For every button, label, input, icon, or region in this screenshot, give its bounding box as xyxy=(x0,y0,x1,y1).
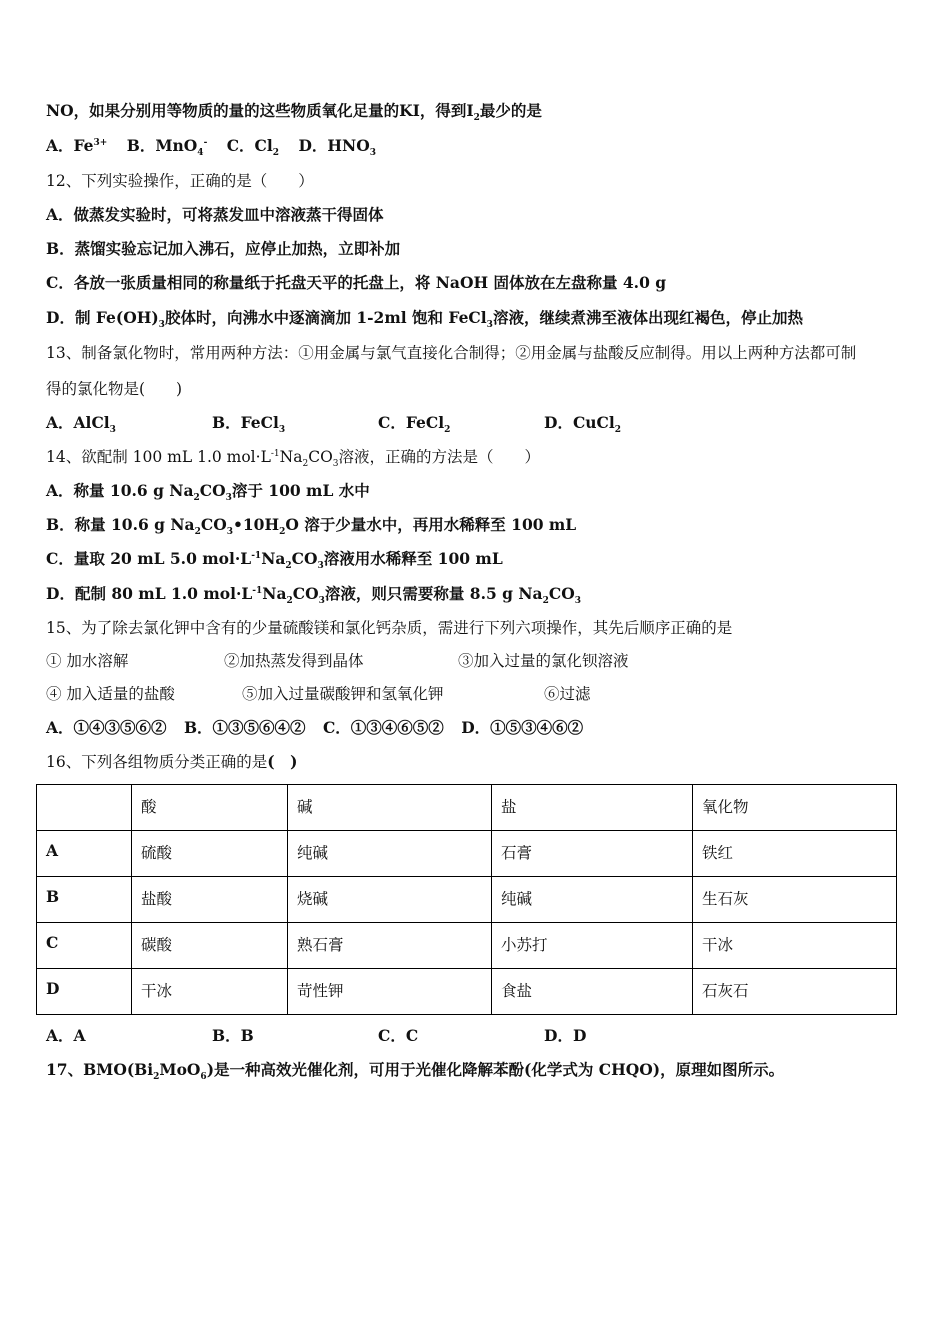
q14-option-d-sub3: 2 xyxy=(542,596,549,607)
q15-step-2: ②加热蒸发得到晶体 xyxy=(224,652,364,670)
q16-option-a: A．A xyxy=(46,1026,86,1045)
q14-option-d-text-3: CO xyxy=(292,584,319,603)
table-header-cell xyxy=(37,785,132,831)
table-row xyxy=(37,831,897,877)
q13-option-b-sub: 3 xyxy=(278,425,286,436)
q14-option-b-text: B．称量 10.6 g Na xyxy=(46,515,195,534)
table-row-label: C xyxy=(37,923,132,969)
table-cell: 碳酸 xyxy=(132,923,288,969)
q17-stem-text: 17、BMO(Bi xyxy=(46,1060,154,1079)
table-cell: 石膏 xyxy=(492,831,693,877)
q11-option-d-sub: 3 xyxy=(369,148,376,159)
q14-stem-text: 14、欲配制 100 mL 1.0 mol·L xyxy=(46,448,271,466)
q17-stem-text-3: )是一种高效光催化剂，可用于光催化降解苯酚(化学式为 CHQO)，原理如图所示。 xyxy=(206,1060,785,1079)
q14-option-b xyxy=(46,515,577,538)
q14-option-d-sub4: 3 xyxy=(574,596,581,607)
table-cell: 烧碱 xyxy=(288,877,492,923)
table-cell: 熟石膏 xyxy=(288,923,492,969)
q12-option-d-text-2: 胶体时，向沸水中逐滴滴加 1-2ml 饱和 FeCl xyxy=(164,308,487,327)
q16-stem-text: 16、下列各组物质分类正确的是 xyxy=(46,753,268,771)
q11-option-b-text: B．MnO xyxy=(126,136,198,155)
q11-option-b xyxy=(126,136,208,159)
q13-option-a xyxy=(46,413,212,436)
table-cell: 纯碱 xyxy=(492,877,693,923)
table-header-cell: 酸 xyxy=(132,785,288,831)
q11-option-d-text: D．HNO xyxy=(298,136,370,155)
table-row xyxy=(37,969,897,1015)
q14-option-a-sub1: 2 xyxy=(193,493,200,504)
q12-option-b: B．蒸馏实验忘记加入沸石，应停止加热，立即补加 xyxy=(46,239,401,258)
q11-option-b-sup: - xyxy=(203,137,208,148)
q13-options xyxy=(46,413,622,436)
q17-stem-sub1: 2 xyxy=(153,1072,160,1083)
q11-option-c-sub: 2 xyxy=(272,148,280,159)
q14-option-d-text: D．配制 80 mL 1.0 mol·L xyxy=(46,584,253,603)
q13-stem-line1: 13、制备氯化物时，常用两种方法：①用金属与氯气直接化合制得；②用金属与盐酸反应制得。用以上两种方法都可制 xyxy=(46,344,857,362)
q13-option-a-text: A．AlCl xyxy=(46,413,110,432)
q12-option-d-text-3: 溶液，继续煮沸至液体出现红褐色，停止加热 xyxy=(492,308,803,327)
q14-option-a xyxy=(46,481,370,504)
q13-option-c-sub: 2 xyxy=(444,425,451,436)
q11-option-c-text: C．Cl xyxy=(226,136,273,155)
q15-option-d: D．①⑤③④⑥② xyxy=(461,718,584,737)
q16-option-b: B．B xyxy=(212,1026,254,1045)
q14-option-a-text-2: CO xyxy=(199,481,226,500)
q13-option-b xyxy=(212,413,378,436)
q14-option-c-sub2: 3 xyxy=(317,561,324,572)
q14-option-b-text-3: •10H xyxy=(232,515,280,534)
table-row-label: D xyxy=(37,969,132,1015)
q16-option-c: C．C xyxy=(378,1026,419,1045)
table-cell: 纯碱 xyxy=(288,831,492,877)
table-row-label: A xyxy=(37,831,132,877)
q12-option-d-sub2: 3 xyxy=(486,320,493,331)
q13-option-d-sub: 2 xyxy=(614,425,622,436)
q15-option-b: B．①③⑤⑥④② xyxy=(183,718,306,737)
q15-step-5: ⑤加入过量碳酸钾和氢氧化钾 xyxy=(242,685,444,703)
q11-stem-text-2: 最少的是 xyxy=(479,101,542,120)
q14-option-d-sub1: 2 xyxy=(286,596,293,607)
q11-stem-text: NO，如果分别用等物质的量的这些物质氧化足量的KI，得到I xyxy=(46,101,474,120)
q14-stem xyxy=(46,447,541,470)
q16-stem-paren: ( ) xyxy=(267,752,298,771)
table-cell: 盐酸 xyxy=(132,877,288,923)
q13-option-c-text: C．FeCl xyxy=(378,413,445,432)
q14-option-a-text-3: 溶于 100 mL 水中 xyxy=(231,481,370,500)
table-cell: 食盐 xyxy=(492,969,693,1015)
q13-option-c xyxy=(378,413,544,436)
q13-option-d xyxy=(544,413,622,436)
q15-step-6: ⑥过滤 xyxy=(544,685,591,703)
table-cell: 生石灰 xyxy=(693,877,897,923)
q15-stem: 15、为了除去氯化钾中含有的少量硫酸镁和氯化钙杂质，需进行下列六项操作，其先后顺序正确的是 xyxy=(46,619,733,637)
q12-option-d-sub1: 3 xyxy=(158,320,165,331)
q14-option-d-sub2: 3 xyxy=(318,596,325,607)
table-row-label: B xyxy=(37,877,132,923)
q14-option-b-text-2: CO xyxy=(200,515,227,534)
q11-option-a-sup: 3+ xyxy=(93,137,108,148)
q11-stem-sub: 2 xyxy=(473,113,480,124)
table-header-cell: 碱 xyxy=(288,785,492,831)
q14-option-a-sub2: 3 xyxy=(225,493,232,504)
q15-step-3: ③加入过量的氯化钡溶液 xyxy=(458,652,629,670)
q17-stem-text-2: MoO xyxy=(159,1060,201,1079)
q14-option-d-text-4: 溶液，则只需要称量 8.5 g Na xyxy=(324,584,543,603)
q14-option-a-text: A．称量 10.6 g Na xyxy=(46,481,194,500)
table-header-cell: 氧化物 xyxy=(693,785,897,831)
q14-stem-text-2: Na xyxy=(279,448,303,466)
q15-option-c: C．①③④⑥⑤② xyxy=(322,718,444,737)
table-cell: 硫酸 xyxy=(132,831,288,877)
q12-option-d xyxy=(46,308,803,331)
q12-option-d-text: D．制 Fe(OH) xyxy=(46,308,159,327)
q11-option-a xyxy=(46,136,107,155)
q12-option-c: C．各放一张质量相同的称量纸于托盘天平的托盘上，将 NaOH 固体放在左盘称量 4.0 g xyxy=(46,273,667,292)
q11-option-b-sub: 4 xyxy=(197,148,204,159)
q14-stem-text-4: 溶液，正确的方法是（ ） xyxy=(338,448,541,466)
q16-stem xyxy=(46,752,297,772)
q11-option-c xyxy=(226,136,280,159)
q12-stem: 12、下列实验操作，正确的是（ ） xyxy=(46,172,314,190)
q16-classification-table xyxy=(36,784,897,1015)
q11-option-a-text: A．Fe xyxy=(46,136,94,155)
q14-option-b-sub3: 2 xyxy=(279,527,286,538)
table-cell: 干冰 xyxy=(132,969,288,1015)
q15-option-a: A．①④③⑤⑥② xyxy=(46,718,167,737)
table-cell: 铁红 xyxy=(693,831,897,877)
q14-option-d-text-2: Na xyxy=(262,584,287,603)
q11-option-d xyxy=(298,136,376,159)
table-header-row xyxy=(37,785,897,831)
q15-options xyxy=(46,718,583,738)
q17-stem xyxy=(46,1060,785,1083)
q14-option-d-sup: -1 xyxy=(252,585,263,596)
q14-option-c-text-2: Na xyxy=(261,549,286,568)
q14-option-c xyxy=(46,549,503,572)
q12-option-a: A．做蒸发实验时，可将蒸发皿中溶液蒸干得固体 xyxy=(46,205,384,224)
q14-option-d xyxy=(46,584,581,607)
q13-option-a-sub: 3 xyxy=(109,425,116,436)
q13-option-b-text: B．FeCl xyxy=(212,413,279,432)
q15-steps-row2 xyxy=(46,684,591,704)
table-row xyxy=(37,877,897,923)
q15-steps-row1 xyxy=(46,651,629,671)
q15-step-1: ① 加水溶解 xyxy=(46,652,129,670)
q14-option-c-sup: -1 xyxy=(251,550,262,561)
q16-option-d: D．D xyxy=(544,1026,587,1045)
q14-option-b-sub2: 3 xyxy=(226,527,233,538)
table-cell: 石灰石 xyxy=(693,969,897,1015)
q11-stem xyxy=(46,101,542,124)
q14-option-c-text-3: CO xyxy=(291,549,318,568)
table-row xyxy=(37,923,897,969)
q14-option-d-text-5: CO xyxy=(548,584,575,603)
q16-table-body xyxy=(37,785,897,1015)
q14-option-c-text-4: 溶液用水稀释至 100 mL xyxy=(323,549,503,568)
table-cell: 苛性钾 xyxy=(288,969,492,1015)
table-header-cell: 盐 xyxy=(492,785,693,831)
q13-stem-line2: 得的氯化物是( ) xyxy=(46,380,183,398)
q14-option-c-sub1: 2 xyxy=(285,561,292,572)
q15-step-4: ④ 加入适量的盐酸 xyxy=(46,685,175,703)
q14-option-c-text: C．量取 20 mL 5.0 mol·L xyxy=(46,549,252,568)
q17-stem-sub2: 6 xyxy=(200,1072,207,1083)
table-cell: 小苏打 xyxy=(492,923,693,969)
q14-stem-sup: -1 xyxy=(270,448,280,459)
q16-options xyxy=(46,1026,586,1046)
q14-stem-text-3: CO xyxy=(308,448,333,466)
table-cell: 干冰 xyxy=(693,923,897,969)
q14-stem-sub1: 2 xyxy=(302,459,309,470)
q13-option-d-text: D．CuCl xyxy=(544,413,615,432)
q14-option-b-sub1: 2 xyxy=(194,527,201,538)
q14-stem-sub2: 3 xyxy=(332,459,339,470)
q14-option-b-text-4: O 溶于少量水中，再用水稀释至 100 mL xyxy=(285,515,577,534)
q11-options xyxy=(46,136,376,159)
